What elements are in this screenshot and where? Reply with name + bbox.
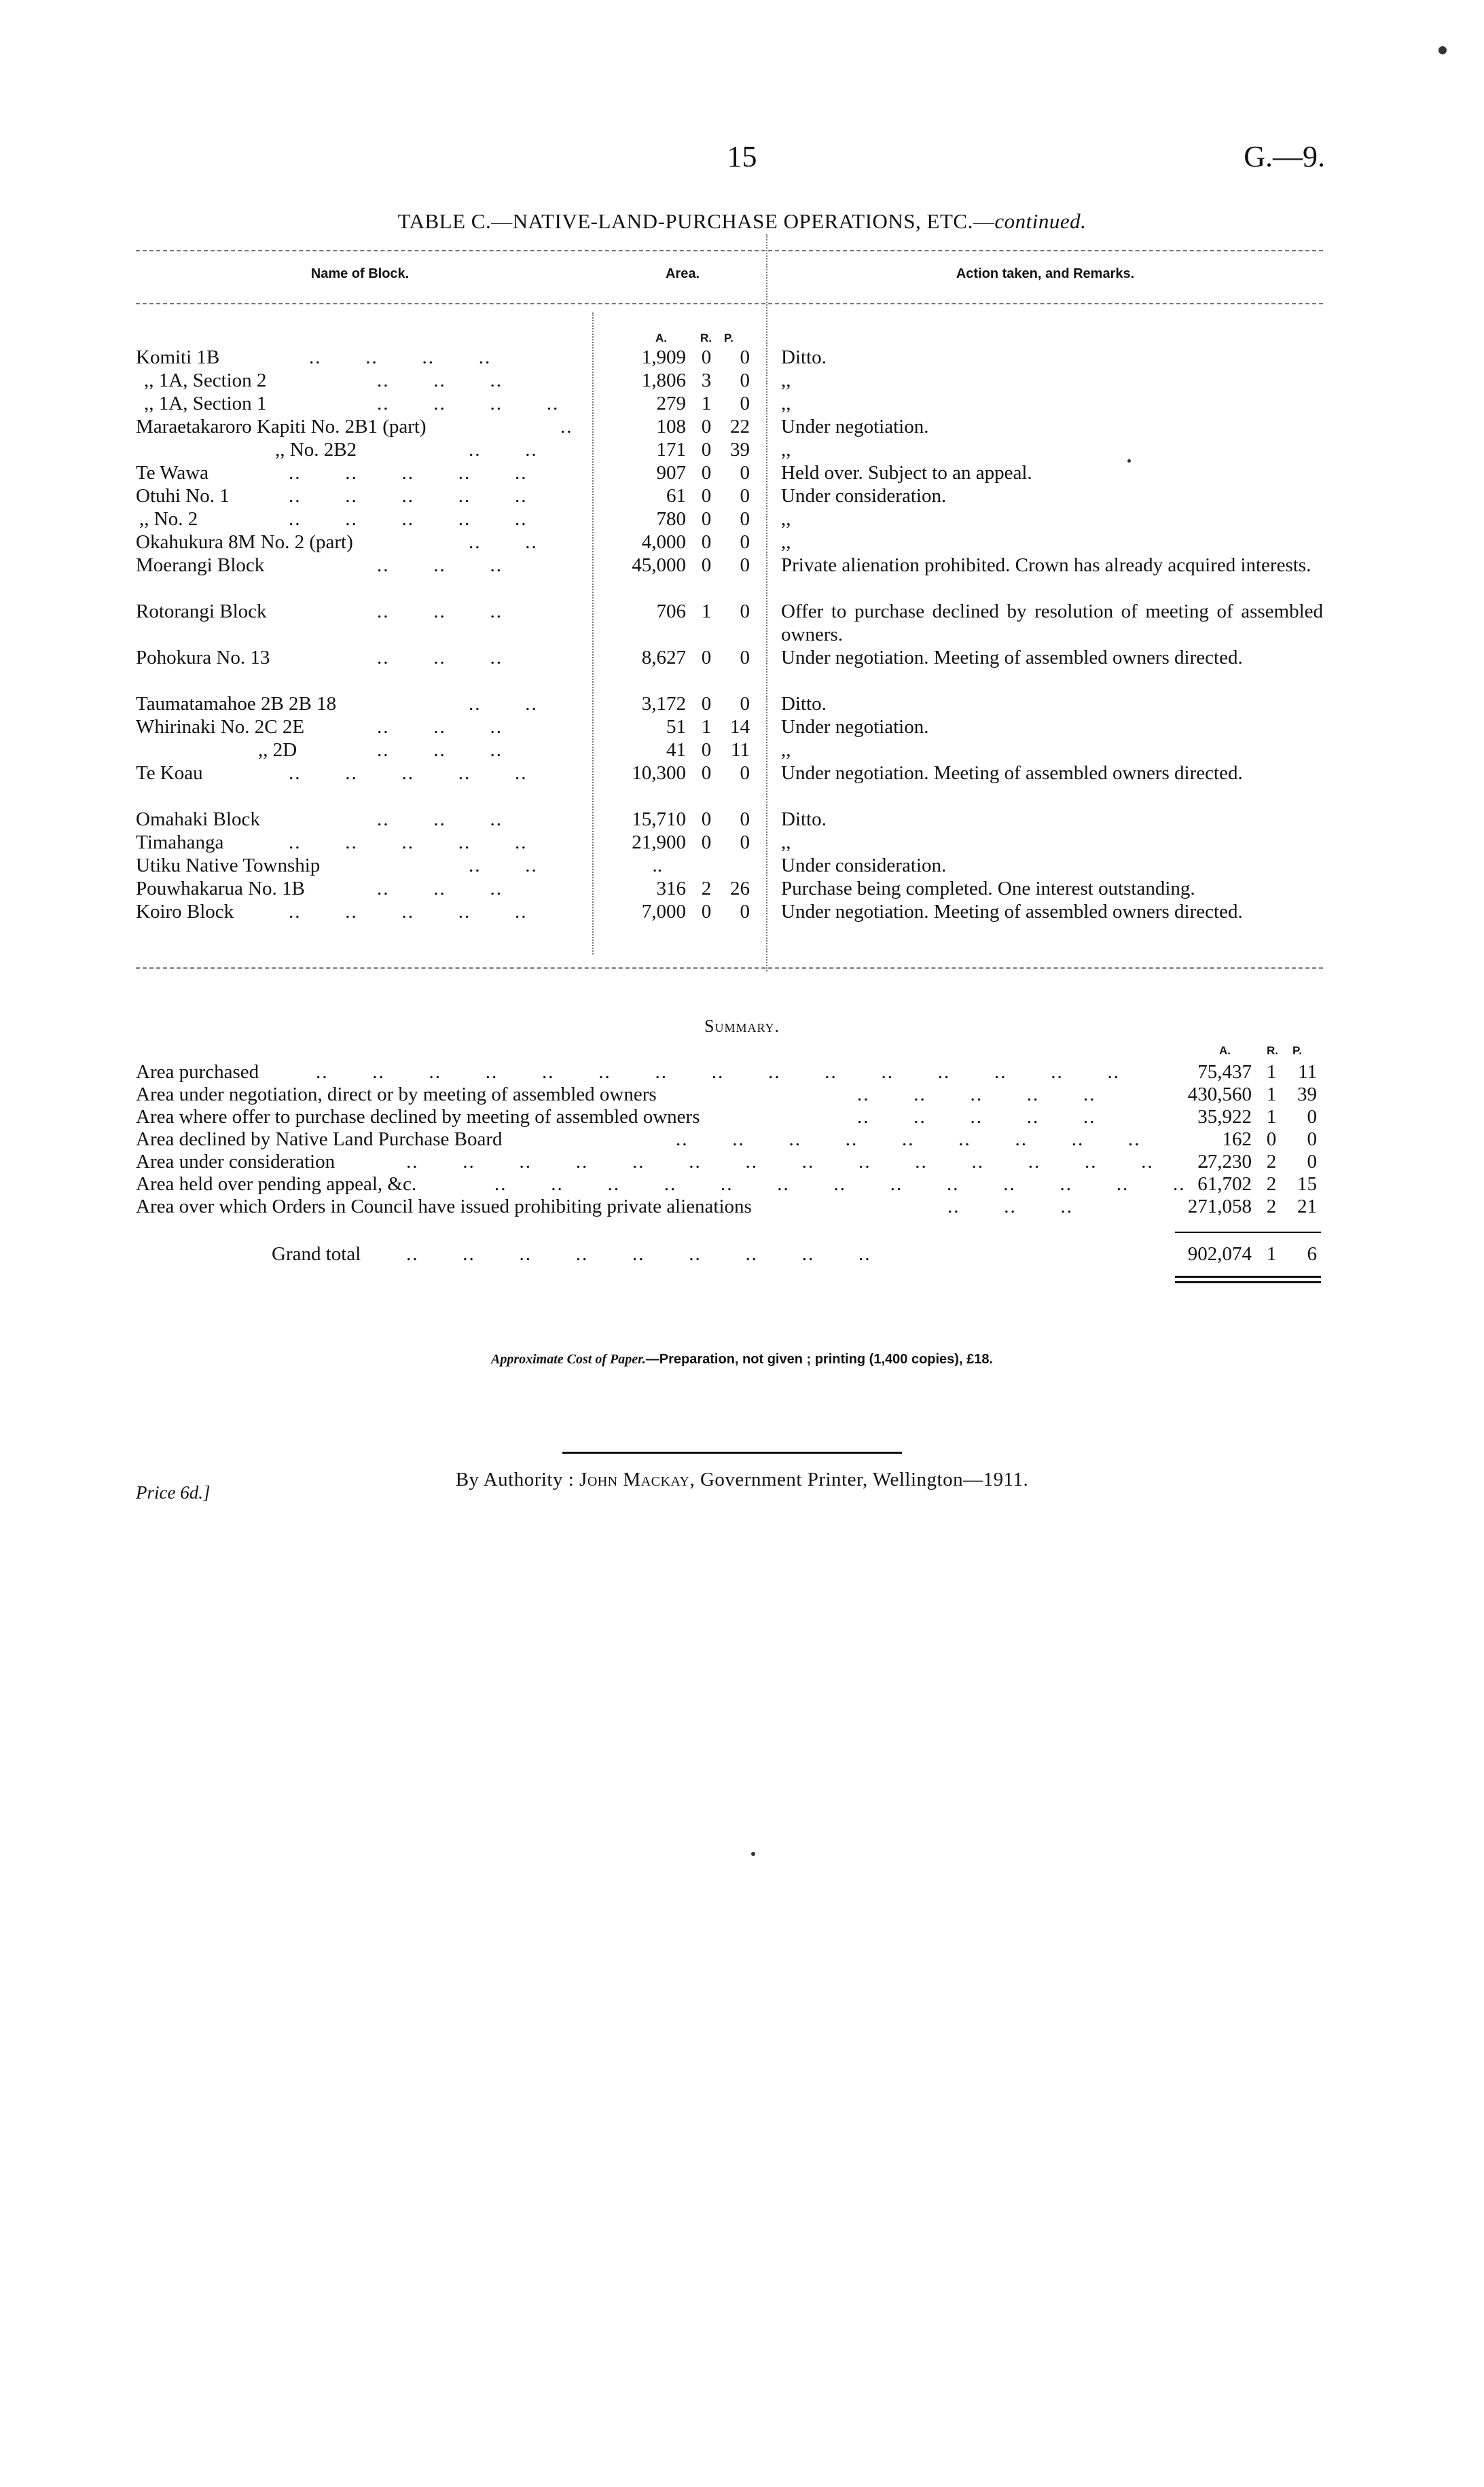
summary-roods: 1 <box>1266 1084 1277 1105</box>
column-divider-name-area <box>592 312 594 954</box>
leader-dots: .. .. .. <box>377 808 503 830</box>
total-double-rule-bottom <box>1175 1281 1321 1283</box>
block-name: Otuhi No. 1 <box>136 485 230 507</box>
summary-roods: 2 <box>1266 1173 1277 1195</box>
page-number: 15 <box>727 140 757 173</box>
leader-dots: .. .. .. .. .. .. .. .. .. <box>676 1128 1141 1150</box>
remarks: Private alienation prohibited. Crown has already acquired interests. <box>781 554 1311 576</box>
authority-prefix: By Authority : <box>455 1469 575 1490</box>
area-acres: 780 <box>656 508 686 530</box>
leader-dots: .. .. .. .. <box>377 393 560 414</box>
summary-label: Area declined by Native Land Purchase Board <box>136 1128 503 1150</box>
summary-label: Area held over pending appeal, &c. <box>136 1173 417 1195</box>
column-header-area: Area. <box>665 266 700 281</box>
area-roods: 0 <box>701 901 712 923</box>
area-perches: 0 <box>740 647 750 668</box>
area-roods: 3 <box>701 370 712 391</box>
summary-acres: 35,922 <box>1197 1106 1252 1128</box>
grand-total-acres: 902,074 <box>1187 1243 1252 1265</box>
leader-dots: .. .. .. <box>377 878 503 899</box>
leader-dots: .. .. .. <box>377 716 503 738</box>
area-acres: 41 <box>666 739 686 761</box>
table-title-main: TABLE C.—NATIVE-LAND-PURCHASE OPERATIONS, ETC.— <box>397 209 995 233</box>
area-perches: 11 <box>731 739 750 761</box>
block-name: Te Koau <box>136 762 203 784</box>
block-name: Taumatamahoe 2B 2B 18 <box>136 693 337 715</box>
summary-acres: 430,560 <box>1187 1084 1252 1105</box>
summary-unit-perches: P. <box>1292 1044 1302 1057</box>
block-name: Komiti 1B <box>136 346 220 368</box>
area-acres: .. <box>652 855 662 876</box>
table-title <box>0 209 1484 234</box>
leader-dots: .. .. .. <box>377 601 503 622</box>
block-name: ,, No. 2B2 <box>275 439 357 461</box>
block-name: Moerangi Block <box>136 554 265 576</box>
area-acres: 171 <box>656 439 686 461</box>
area-roods: 0 <box>701 554 712 576</box>
area-roods: 0 <box>701 831 712 853</box>
area-perches: 0 <box>740 901 750 923</box>
leader-dots: .. .. .. .. .. <box>289 462 528 484</box>
area-roods: 0 <box>701 416 712 437</box>
remarks: ,, <box>781 739 791 761</box>
remarks: Purchase being completed. One interest outstanding. <box>781 878 1195 899</box>
cost-note <box>0 1352 1484 1367</box>
area-acres: 108 <box>656 416 686 437</box>
unit-perches-header: P. <box>724 332 734 344</box>
column-divider-area-action <box>766 234 767 971</box>
area-roods: 0 <box>701 531 712 553</box>
area-roods: 0 <box>701 808 712 830</box>
area-roods: 0 <box>701 508 712 530</box>
leader-dots: .. .. .. <box>377 647 503 668</box>
summary-label: Area where offer to purchase declined by meeting of assembled owners <box>136 1106 700 1128</box>
summary-acres: 61,702 <box>1197 1173 1252 1195</box>
area-roods: 1 <box>701 716 712 738</box>
area-perches: 0 <box>740 393 750 414</box>
summary-acres: 27,230 <box>1197 1151 1252 1173</box>
remarks: ,, <box>781 508 791 530</box>
leader-dots: .. .. .. .. .. .. .. .. .. .. .. .. .. <box>494 1173 1186 1195</box>
column-header-action: Action taken, and Remarks. <box>956 266 1135 281</box>
area-roods: 1 <box>701 601 712 622</box>
summary-perches: 39 <box>1297 1084 1317 1105</box>
leader-dots: .. .. .. .. .. <box>857 1106 1096 1128</box>
block-name: ,, No. 2 <box>139 508 198 530</box>
summary-label: Area under consideration <box>136 1151 336 1173</box>
area-perches: 0 <box>740 762 750 784</box>
area-perches: 0 <box>740 531 750 553</box>
area-acres: 907 <box>656 462 686 484</box>
footer-rule <box>562 1452 902 1454</box>
leader-dots: .. .. .. .. .. <box>289 831 528 853</box>
area-acres: 8,627 <box>641 647 686 668</box>
block-name: Te Wawa <box>136 462 209 484</box>
remarks: Ditto. <box>781 693 827 715</box>
area-perches: 39 <box>730 439 750 461</box>
area-roods: 0 <box>701 439 712 461</box>
remarks: Ditto. <box>781 346 827 368</box>
remarks: ,, <box>781 439 791 461</box>
block-name: Maraetakaroro Kapiti No. 2B1 (part) <box>136 416 427 437</box>
cost-note-label: Approximate Cost of Paper. <box>490 1352 646 1367</box>
summary-roods: 2 <box>1266 1196 1277 1217</box>
area-acres: 61 <box>666 485 686 507</box>
printer-line <box>0 1469 1484 1491</box>
remarks: ,, <box>781 393 791 414</box>
remarks: Ditto. <box>781 808 827 830</box>
leader-dots: .. .. .. .. .. <box>289 762 528 784</box>
area-acres: 279 <box>656 393 686 414</box>
scan-speck <box>751 1852 755 1856</box>
leader-dots: .. .. .. .. .. <box>289 901 528 923</box>
block-name: Timahanga <box>136 831 224 853</box>
block-name: Whirinaki No. 2C 2E <box>136 716 305 738</box>
area-acres: 1,909 <box>641 346 686 368</box>
block-name: Pohokura No. 13 <box>136 647 270 668</box>
block-name: Omahaki Block <box>136 808 260 830</box>
block-name: ,, 2D <box>258 739 297 761</box>
summary-perches: 11 <box>1298 1061 1317 1083</box>
area-roods: 0 <box>701 462 712 484</box>
area-acres: 21,900 <box>632 831 686 853</box>
area-acres: 15,710 <box>632 808 686 830</box>
area-perches: 14 <box>730 716 750 738</box>
leader-dots: .. .. <box>469 439 538 461</box>
summary-acres: 75,437 <box>1197 1061 1252 1083</box>
summary-perches: 0 <box>1307 1106 1317 1128</box>
area-perches: 0 <box>740 462 750 484</box>
summary-label: Area under negotiation, direct or by meeting of assembled owners <box>136 1084 657 1105</box>
price: Price 6d.] <box>136 1482 211 1503</box>
summary-roods: 2 <box>1266 1151 1277 1173</box>
remarks: Under negotiation. Meeting of assembled owners directed. <box>781 762 1243 784</box>
summary-acres: 271,058 <box>1187 1196 1252 1217</box>
block-name: ,, 1A, Section 2 <box>144 370 267 391</box>
leader-dots: .. .. .. .. .. <box>857 1084 1096 1105</box>
area-perches: 0 <box>740 370 750 391</box>
leader-dots: .. .. <box>469 855 538 876</box>
leader-dots: .. .. .. .. .. <box>289 485 528 507</box>
area-acres: 4,000 <box>641 531 686 553</box>
summary-perches: 0 <box>1307 1151 1317 1173</box>
leader-dots: .. <box>560 416 573 437</box>
area-roods: 0 <box>701 346 712 368</box>
remarks: Under negotiation. Meeting of assembled owners directed. <box>781 647 1243 668</box>
area-perches: 0 <box>740 831 750 853</box>
area-acres: 10,300 <box>632 762 686 784</box>
leader-dots: .. .. .. .. <box>309 346 492 368</box>
document-code: G.—9. <box>1244 140 1325 173</box>
area-acres: 45,000 <box>632 554 686 576</box>
area-roods: 0 <box>701 762 712 784</box>
block-name: Okahukura 8M No. 2 (part) <box>136 531 353 553</box>
summary-roods: 1 <box>1266 1061 1277 1083</box>
printer-name: John Mackay, <box>579 1469 695 1490</box>
area-acres: 1,806 <box>641 370 686 391</box>
leader-dots: .. .. .. <box>377 739 503 761</box>
remarks: ,, <box>781 531 791 553</box>
leader-dots: .. .. .. .. .. .. .. .. .. .. .. .. .. .. .. <box>316 1061 1120 1083</box>
remarks: Held over. Subject to an appeal. <box>781 462 1032 484</box>
grand-total-perches: 6 <box>1307 1243 1317 1265</box>
area-perches: 0 <box>740 693 750 715</box>
header-top-rule <box>136 250 1323 251</box>
scan-speck <box>1438 46 1447 54</box>
block-name: Pouwhakarua No. 1B <box>136 878 305 899</box>
summary-label: Area purchased <box>136 1061 259 1083</box>
area-perches: 0 <box>740 485 750 507</box>
area-roods: 0 <box>701 739 712 761</box>
leader-dots: .. .. .. .. .. <box>289 508 528 530</box>
table-title-continued: continued. <box>994 209 1087 233</box>
total-double-rule-top <box>1175 1276 1321 1278</box>
area-perches: 0 <box>740 554 750 576</box>
area-perches: 0 <box>740 508 750 530</box>
block-name: Koiro Block <box>136 901 234 923</box>
remarks: Under negotiation. Meeting of assembled owners directed. <box>781 901 1243 923</box>
remarks: ,, <box>781 370 791 391</box>
block-name: Rotorangi Block <box>136 601 267 622</box>
summary-unit-roods: R. <box>1267 1044 1278 1057</box>
summary-roods: 1 <box>1266 1106 1277 1128</box>
area-acres: 316 <box>656 878 686 899</box>
area-roods: 2 <box>701 878 712 899</box>
remarks: ,, <box>781 831 791 853</box>
header-bottom-rule <box>136 303 1323 304</box>
area-acres: 51 <box>666 716 686 738</box>
leader-dots: .. .. <box>469 693 538 715</box>
area-roods: 0 <box>701 647 712 668</box>
area-perches: 0 <box>740 346 750 368</box>
unit-roods-header: R. <box>700 332 712 344</box>
summary-perches: 0 <box>1307 1128 1317 1150</box>
summary-label: Area over which Orders in Council have issued prohibiting private alienations <box>136 1196 752 1217</box>
block-name: ,, 1A, Section 1 <box>144 393 267 414</box>
leader-dots: .. .. <box>469 531 538 553</box>
leader-dots: .. .. .. <box>377 370 503 391</box>
summary-roods: 0 <box>1266 1128 1277 1150</box>
area-perches: 26 <box>730 878 750 899</box>
column-header-name: Name of Block. <box>310 266 410 281</box>
area-perches: 0 <box>740 808 750 830</box>
area-perches: 0 <box>740 601 750 622</box>
cost-note-text: —Preparation, not given ; printing (1,400 copies), £18. <box>645 1352 994 1367</box>
remarks: Under negotiation. <box>781 716 929 738</box>
summary-title: Summary. <box>704 1016 780 1036</box>
summary-unit-acres: A. <box>1219 1044 1231 1057</box>
remarks: Offer to purchase declined by resolution of meeting of assembled owners. <box>781 601 1323 645</box>
area-acres: 7,000 <box>641 901 686 923</box>
area-acres: 706 <box>656 601 686 622</box>
remarks: Under consideration. <box>781 855 947 876</box>
summary-perches: 15 <box>1297 1173 1317 1195</box>
area-acres: 3,172 <box>641 693 686 715</box>
block-name: Utiku Native Township <box>136 855 321 876</box>
grand-total-label: Grand total <box>272 1243 361 1265</box>
area-roods: 1 <box>701 393 712 414</box>
leader-dots: .. .. .. <box>377 554 503 576</box>
summary-acres: 162 <box>1222 1128 1252 1150</box>
area-roods: 0 <box>701 485 712 507</box>
area-perches: 22 <box>730 416 750 437</box>
summary-perches: 21 <box>1297 1196 1317 1217</box>
grand-total-roods: 1 <box>1266 1243 1277 1265</box>
remarks: Under negotiation. <box>781 416 929 437</box>
area-roods: 0 <box>701 693 712 715</box>
total-top-rule <box>1175 1232 1321 1233</box>
unit-acres-header: A. <box>655 332 667 344</box>
printer-suffix: Government Printer, Wellington—1911. <box>700 1469 1029 1490</box>
leader-dots: .. .. .. .. .. .. .. .. .. .. .. .. .. .. .. <box>406 1151 1210 1173</box>
leader-dots: .. .. .. <box>947 1196 1073 1217</box>
remarks: Under consideration. <box>781 485 947 507</box>
scan-speck <box>1127 459 1131 463</box>
leader-dots: .. .. .. .. .. .. .. .. .. <box>406 1243 871 1265</box>
table-bottom-rule <box>136 967 1323 969</box>
